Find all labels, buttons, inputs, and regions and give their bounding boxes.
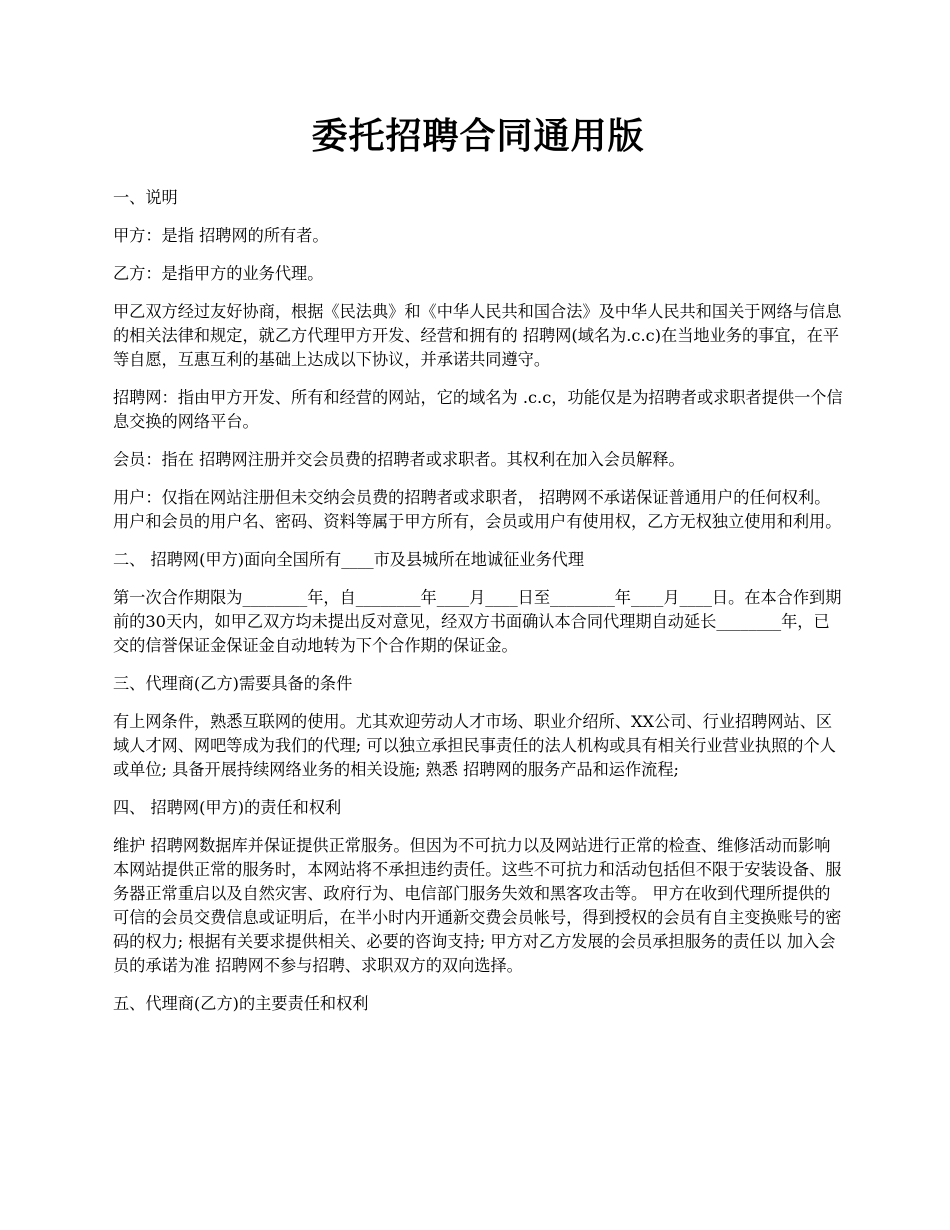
paragraph-party-a-duties: 维护 招聘网数据库并保证提供正常服务。但因为不可抗力以及网站进行正常的检查、维修活动而影响本网站提供正常的服务时，本网站将不承担违约责任。这些不可抗力和活动包括但不限于安装设备、服务器正常重启以及自然灾害、政府行为、电信部门服务失效和黑客攻击等。 甲方在收到代理所提供的可信的会员交费信息或证明后，在半小时内开通新交费会员帐号，得到授权的会员有自主变换账号的密码的权力; 根据有关要求提供相关、必要的咨询支持; 甲方对乙方发展的会员承担服务的责任以 加入会员的承诺为准 招聘网不参与招聘、求职双方的双向选择。 — [113, 836, 842, 975]
paragraph-agreement-basis: 甲乙双方经过友好协商，根据《民法典》和《中华人民共和国合法》及中华人民共和国关于网络与信息的相关法律和规定，就乙方代理甲方开发、经营和拥有的 招聘网(域名为.c.c)在当地业务的事宜，在平等自愿，互惠互利的基础上达成以下协议，并承诺共同遵守。 — [113, 302, 842, 369]
paragraph-definition-website: 招聘网：指由甲方开发、所有和经营的网站，它的域名为 .c.c，功能仅是为招聘者或求职者提供一个信息交换的网络平台。 — [113, 388, 843, 431]
section-heading-recruit-agents: 二、 招聘网(甲方)面向全国所有____市及县城所在地诚征业务代理 — [113, 550, 585, 569]
section-heading-party-a-duties: 四、 招聘网(甲方)的责任和权利 — [113, 798, 342, 817]
section-heading-explanation: 一、说明 — [113, 188, 178, 207]
paragraph-definition-user: 用户：仅指在网站注册但未交纳会员费的招聘者或求职者， 招聘网不承诺保证普通用户的任何权利。 用户和会员的用户名、密码、资料等属于甲方所有，会员或用户有使用权，乙方无权独立使用和利用。 — [113, 488, 842, 531]
paragraph-party-a: 甲方：是指 招聘网的所有者。 — [113, 226, 329, 245]
document-page — [113, 100, 843, 1030]
paragraph-agent-conditions: 有上网条件，熟悉互联网的使用。尤其欢迎劳动人才市场、职业介绍所、XX公司、行业招聘网站、区域人才网、网吧等成为我们的代理; 可以独立承担民事责任的法人机构或具有相关行业营业执照的个人或单位; 具备开展持续网络业务的相关设施; 熟悉 招聘网的服务产品和运作流程; — [113, 712, 836, 779]
document-title: 委托招聘合同通用版 — [311, 115, 645, 157]
section-heading-agent-conditions: 三、代理商(乙方)需要具备的条件 — [113, 674, 353, 693]
paragraph-party-b: 乙方：是指甲方的业务代理。 — [113, 264, 324, 283]
paragraph-definition-member: 会员：指在 招聘网注册并交会员费的招聘者或求职者。其权利在加入会员解释。 — [113, 450, 685, 469]
section-heading-party-b-duties: 五、代理商(乙方)的主要责任和权利 — [113, 994, 369, 1013]
paragraph-cooperation-term: 第一次合作期限为________年，自________年____月____日至________年____月____日。在本合作到期前的30天内，如甲乙双方均未提出反对意见，经双方书面确认本合同代理期自动延长________年，已交的信誉保证金保证金自动地转为下个合作期的保证金。 — [113, 588, 842, 655]
